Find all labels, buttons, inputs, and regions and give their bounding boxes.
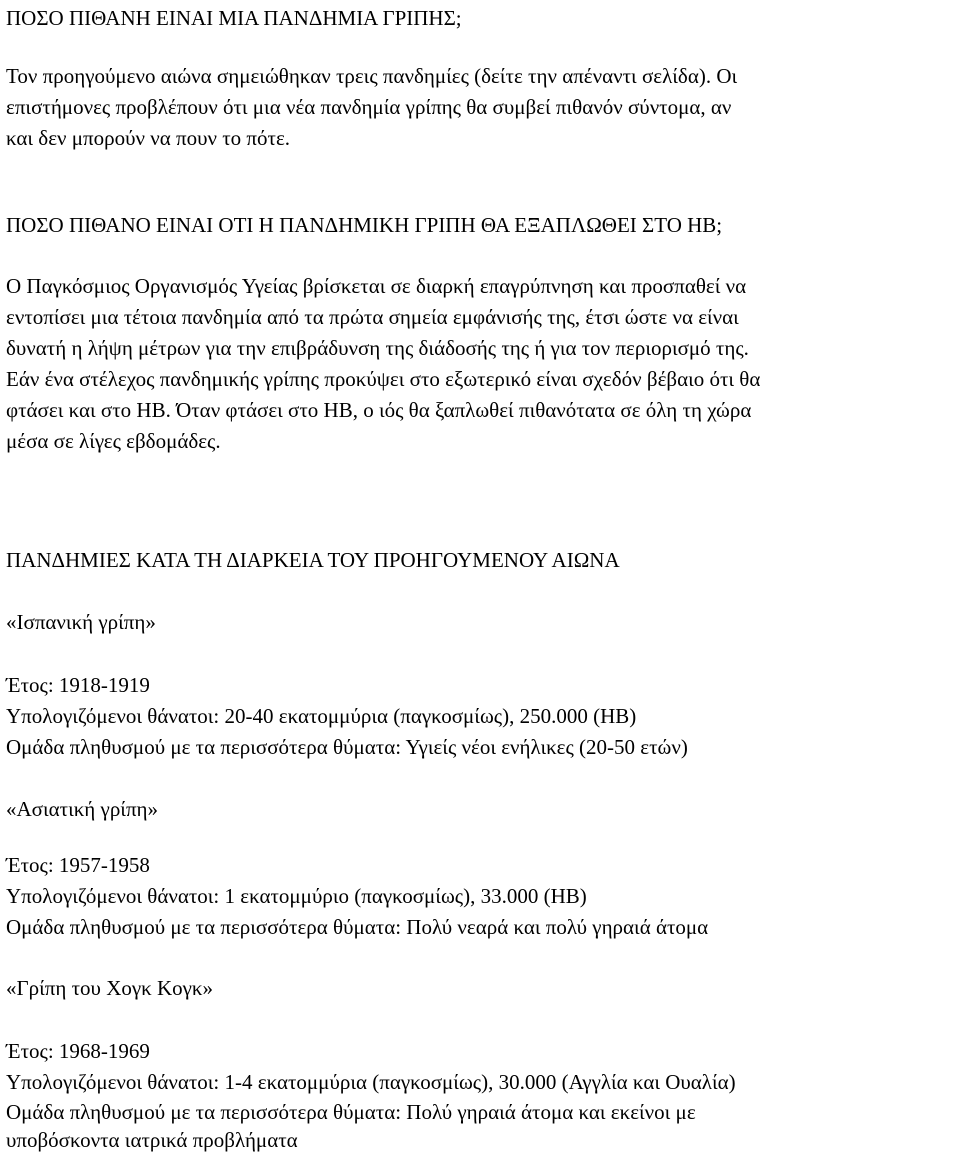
- paragraph-line: φτάσει και στο ΗΒ. Όταν φτάσει στο ΗΒ, ο ιός θα ξαπλωθεί πιθανότατα σε όλη τη χώρα: [6, 398, 752, 422]
- paragraph-line: και δεν μπορούν να πουν το πότε.: [6, 126, 291, 150]
- pandemic-name: «Ασιατική γρίπη»: [6, 797, 159, 821]
- pandemic-deaths: Υπολογιζόμενοι θάνατοι: 1-4 εκατομμύρια (παγκοσμίως), 30.000 (Αγγλία και Ουαλία): [6, 1070, 736, 1094]
- section-heading-pandemic-likelihood: ΠΟΣΟ ΠΙΘΑΝΗ ΕΙΝΑΙ ΜΙΑ ΠΑΝΔΗΜΙΑ ΓΡΙΠΗΣ;: [6, 6, 462, 30]
- paragraph-line: Ο Παγκόσμιος Οργανισμός Υγείας βρίσκεται σε διαρκή επαγρύπνηση και προσπαθεί να: [6, 274, 747, 298]
- paragraph-line: δυνατή η λήψη μέτρων για την επιβράδυνση της διάδοσής της ή για τον περιορισμό της.: [6, 336, 749, 360]
- paragraph-line: μέσα σε λίγες εβδομάδες.: [6, 429, 221, 453]
- pandemic-name: «Γρίπη του Χογκ Κογκ»: [6, 976, 213, 1000]
- paragraph-line: εντοπίσει μια τέτοια πανδημία από τα πρώτα σημεία εμφάνισής της, έτσι ώστε να είναι: [6, 305, 739, 329]
- pandemic-deaths: Υπολογιζόμενοι θάνατοι: 20-40 εκατομμύρια (παγκοσμίως), 250.000 (ΗΒ): [6, 704, 637, 728]
- pandemic-affected-group: Ομάδα πληθυσμού με τα περισσότερα θύματα: Πολύ νεαρά και πολύ γηραιά άτομα: [6, 915, 709, 939]
- pandemic-name: «Ισπανική γρίπη»: [6, 610, 156, 634]
- pandemic-year: Έτος: 1918-1919: [6, 673, 150, 697]
- pandemic-affected-group: Ομάδα πληθυσμού με τα περισσότερα θύματα: Υγιείς νέοι ενήλικες (20-50 ετών): [6, 735, 688, 759]
- section-heading-uk-spread: ΠΟΣΟ ΠΙΘΑΝΟ ΕΙΝΑΙ ΟΤΙ Η ΠΑΝΔΗΜΙΚΗ ΓΡΙΠΗ ΘΑ ΕΞΑΠΛΩΘΕΙ ΣΤΟ ΗΒ;: [6, 213, 723, 237]
- paragraph-line: επιστήμονες προβλέπουν ότι μια νέα πανδημία γρίπης θα συμβεί πιθανόν σύντομα, αν: [6, 95, 732, 119]
- pandemic-year: Έτος: 1968-1969: [6, 1039, 150, 1063]
- section-heading-past-pandemics: ΠΑΝΔΗΜΙΕΣ ΚΑΤΑ ΤΗ ΔΙΑΡΚΕΙΑ ΤΟΥ ΠΡΟΗΓΟΥΜΕΝΟΥ ΑΙΩΝΑ: [6, 548, 620, 572]
- pandemic-deaths: Υπολογιζόμενοι θάνατοι: 1 εκατομμύριο (παγκοσμίως), 33.000 (ΗΒ): [6, 884, 587, 908]
- paragraph-line: Εάν ένα στέλεχος πανδημικής γρίπης προκύψει στο εξωτερικό είναι σχεδόν βέβαιο ότι θα: [6, 367, 761, 391]
- paragraph-line: Τον προηγούμενο αιώνα σημειώθηκαν τρεις πανδημίες (δείτε την απέναντι σελίδα). Οι: [6, 64, 738, 88]
- pandemic-affected-group: υποβόσκοντα ιατρικά προβλήματα: [6, 1128, 298, 1152]
- pandemic-affected-group: Ομάδα πληθυσμού με τα περισσότερα θύματα: Πολύ γηραιά άτομα και εκείνοι με: [6, 1100, 696, 1124]
- pandemic-year: Έτος: 1957-1958: [6, 853, 150, 877]
